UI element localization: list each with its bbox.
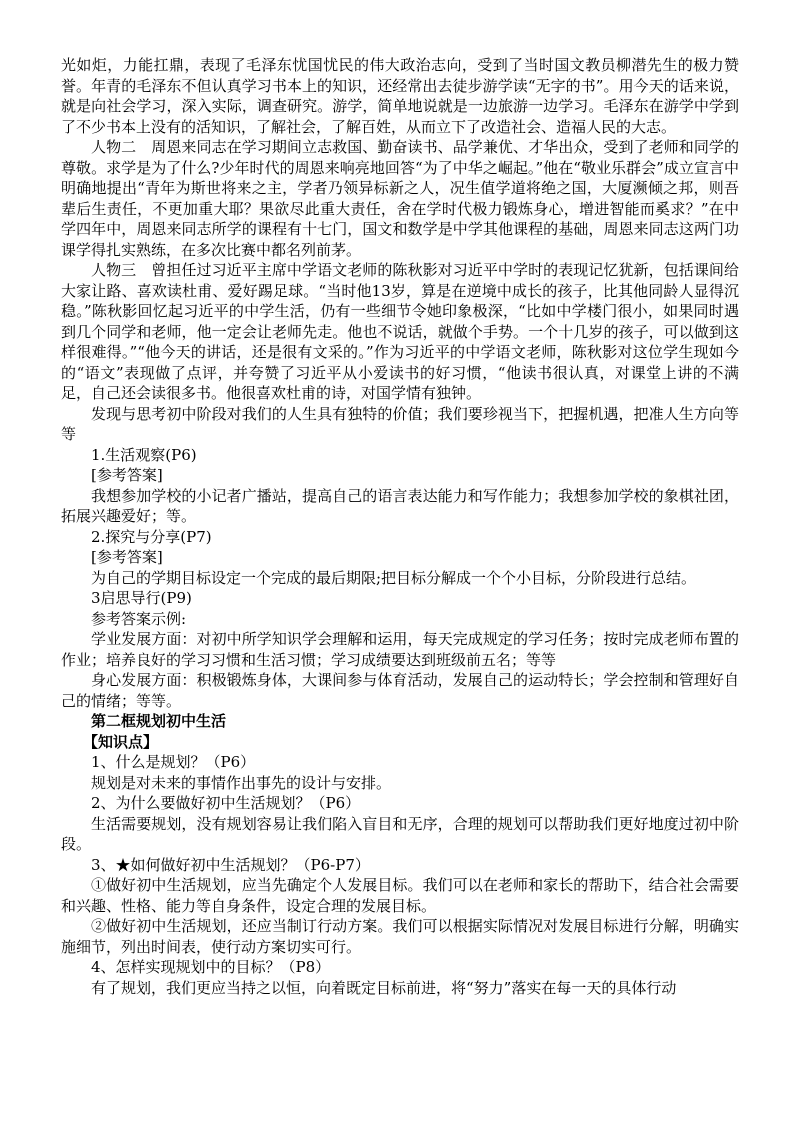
paragraph-mao-zedong: 光如炬，力能扛鼎，表现了毛泽东忧国忧民的伟大政治志向，受到了当时国文教员柳潜先生的极力赞誉。年青的毛泽东不但认真学习书本上的知识，还经常出去徒步游学读“无字的书”。用今天的话来说，就是向社会学习，深入实际，调查研究。游学，简单地说就是一边旅游一边学习。毛泽东在游学中学到了不少书本上没有的活知识，了解社会，了解百姓，从而立下了改造社会、造福人民的大志。 [61, 56, 739, 136]
label-reference-answer: [参考答案] [91, 548, 163, 566]
answer-action-plan: ②做好初中生活规划，还应当制订行动方案。我们可以根据实际情况对发展目标进行分解，明确实施细节，列出时间表，使行动方案切实可行。 [61, 917, 739, 956]
answer-what-is-planning: 规划是对未来的事情作出事先的设计与安排。 [91, 773, 392, 792]
question-how-achieve-goals: 4、怎样实现规划中的目标？（P8） [91, 958, 331, 976]
paragraph-discover-think: 发现与思考初中阶段对我们的人生具有独特的价值；我们要珍视当下，把握机遇，把准人生方向等等 [61, 404, 739, 443]
question-what-is-planning: 1、什么是规划？（P6） [91, 753, 256, 771]
question-how-to-plan: 3、★如何做好初中生活规划？（P6-P7） [91, 855, 370, 874]
document-page [61, 55, 739, 998]
answer-academic-development: 学业发展方面：对初中所学知识学会理解和运用，每天完成规定的学习任务；按时完成老师布置的作业；培养良好的学习习惯和生活习惯；学习成绩要达到班级前五名；等等 [61, 630, 739, 669]
answer-how-achieve-goals: 有了规划，我们更应当持之以恒，向着既定目标前进，将“努力”落实在每一天的具体行动 [91, 978, 677, 997]
label-answer-example: 参考答案示例: [91, 609, 187, 628]
answer-body-mind-development: 身心发展方面：积极锻炼身体，大课间参与体育活动，发展自己的运动特长；学会控制和管理好自己的情绪；等等。 [61, 671, 739, 710]
answer-life-observation: 我想参加学校的小记者广播站，提高自己的语言表达能力和写作能力；我想参加学校的象棋社团，拓展兴趣爱好；等。 [61, 486, 739, 525]
heading-inspire-guide: 3启思导行(P9) [91, 589, 192, 607]
answer-explore-share: 为自己的学期目标设定一个完成的最后期限;把目标分解成一个个小目标，分阶段进行总结。 [91, 568, 697, 587]
label-reference-answer: [参考答案] [91, 466, 163, 484]
heading-explore-share: 2.探究与分享(P7) [91, 527, 212, 546]
section-title-plan-junior-life: 第二框规划初中生活 [91, 712, 227, 730]
heading-life-observation: 1.生活观察(P6) [91, 445, 197, 464]
question-why-plan: 2、为什么要做好初中生活规划？（P6） [91, 794, 361, 812]
paragraph-person-three: 人物三 曾担任过习近平主席中学语文老师的陈秋影对习近平中学时的表现记忆犹新，包括课间给大家让路、喜欢读杜甫、爱好踢足球。“当时他13岁，算是在逆境中成长的孩子，比其他同龄人显得沉稳。”陈秋影回忆起习近平的中学生活，仍有一些细节令她印象极深，“比如中学楼门很小，如果同时遇到几个同学和老师，他一定会让老师先走。他也不说话，就做个手势。一个十几岁的孩子，可以做到这样很难得。”“他今天的讲话，还是很有文采的。”作为习近平的中学语文老师，陈秋影对这位学生现如今的“语文”表现做了点评，并夸赞了习近平从小爱读书的好习惯，“他读书很认真，对课堂上讲的不满足，自己还会读很多书。他很喜欢杜甫的诗，对国学情有独钟。 [61, 261, 739, 402]
paragraph-person-two: 人物二 周恩来同志在学习期间立志救国、勤奋读书、品学兼优、才华出众，受到了老师和同学的尊敬。求学是为了什么?少年时代的周恩来响亮地回答“为了中华之崛起。”他在“敬业乐群会”成立宣言中明确地提出“青年为斯世将来之主，学者乃领异标新之人，况生值学道将绝之国，大厦濒倾之邦，则吾辈后生责任，不更加重大耶？果欲尽此重大责任，舍在学时代极力锻炼身心，增进智能而奚求？”在中学四年中，周恩来同志所学的课程有十七门，国文和数学是中学其他课程的基础，周恩来同志这两门功课学得扎实熟练，在多次比赛中都名列前茅。 [61, 138, 739, 259]
heading-knowledge-points: 【知识点】 [83, 732, 159, 751]
answer-set-goals: ①做好初中生活规划，应当先确定个人发展目标。我们可以在老师和家长的帮助下，结合社会需要和兴趣、性格、能力等自身条件，设定合理的发展目标。 [61, 876, 739, 915]
answer-why-plan: 生活需要规划，没有规划容易让我们陷入盲目和无序，合理的规划可以帮助我们更好地度过初中阶段。 [61, 814, 739, 853]
